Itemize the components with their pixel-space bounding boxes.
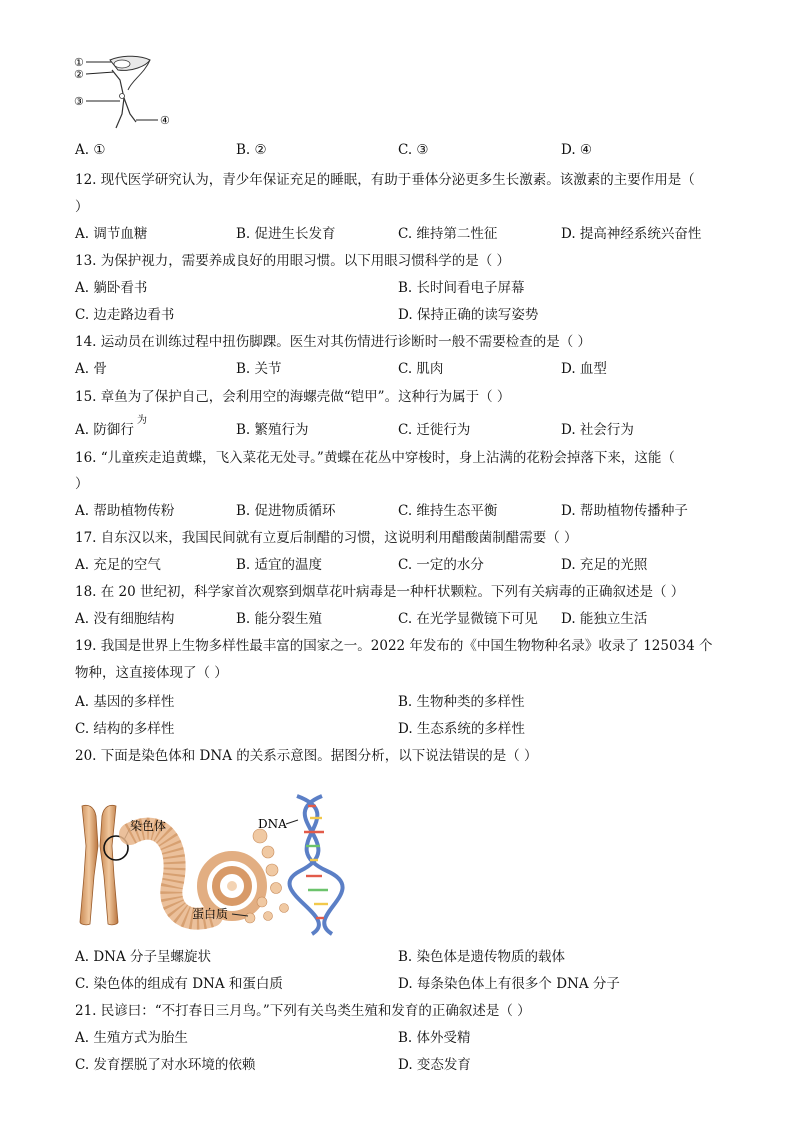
q19-option-c[interactable]: C. 结构的多样性 (75, 721, 175, 737)
q19-stem-line2: 物种，这直接体现了（ ） (75, 665, 228, 681)
q17-option-d[interactable]: D. 充足的光照 (561, 557, 648, 573)
q16-option-c[interactable]: C. 维持生态平衡 (398, 503, 498, 519)
q12-option-a[interactable]: A. 调节血糖 (75, 226, 148, 242)
chromosome-label: 染色体 (130, 819, 167, 833)
q11-option-b[interactable]: B. ② (236, 142, 267, 158)
q14-option-c[interactable]: C. 肌肉 (398, 361, 444, 377)
q14-option-b[interactable]: B. 关节 (236, 361, 282, 377)
q19-option-b[interactable]: B. 生物种类的多样性 (398, 694, 525, 710)
dna-label: DNA (258, 817, 287, 831)
q13-option-d[interactable]: D. 保持正确的读写姿势 (398, 307, 539, 323)
q19-option-d[interactable]: D. 生态系统的多样性 (398, 721, 525, 737)
q17-stem: 17. 自东汉以来，我国民间就有立夏后制醋的习惯，这说明利用醋酸菌制醋需要（ ） (75, 530, 578, 546)
q15-option-b[interactable]: B. 繁殖行为 (236, 422, 309, 438)
q21-option-b[interactable]: B. 体外受精 (398, 1030, 471, 1046)
q20-option-b[interactable]: B. 染色体是遗传物质的载体 (398, 949, 566, 965)
q12-option-c[interactable]: C. 维持第二性征 (398, 226, 498, 242)
q11-option-d[interactable]: D. ④ (561, 142, 593, 158)
q14-option-d[interactable]: D. 血型 (561, 361, 607, 377)
q12-option-b[interactable]: B. 促进生长发育 (236, 226, 336, 242)
q13-option-c[interactable]: C. 边走路边看书 (75, 307, 175, 323)
nerve-structure-figure (72, 50, 182, 132)
q16-option-a[interactable]: A. 帮助植物传粉 (75, 503, 175, 519)
q21-stem: 21. 民谚曰：“不打春日三月鸟。”下列有关鸟类生殖和发育的正确叙述是（ ） (75, 1003, 531, 1019)
q17-option-c[interactable]: C. 一定的水分 (398, 557, 484, 573)
q16-option-d[interactable]: D. 帮助植物传播种子 (561, 503, 688, 519)
q20-option-d[interactable]: D. 每条染色体上有很多个 DNA 分子 (398, 976, 620, 992)
q15-option-c[interactable]: C. 迁徙行为 (398, 422, 471, 438)
label-3: ③ (74, 95, 84, 108)
q20-option-a[interactable]: A. DNA 分子呈螺旋状 (75, 949, 212, 965)
q16-option-b[interactable]: B. 促进物质循环 (236, 503, 336, 519)
q18-option-d[interactable]: D. 能独立生活 (561, 611, 648, 627)
q21-option-a[interactable]: A. 生殖方式为胎生 (75, 1030, 188, 1046)
q21-option-d[interactable]: D. 变态发育 (398, 1057, 471, 1073)
q18-option-b[interactable]: B. 能分裂生殖 (236, 611, 323, 627)
q12-option-d[interactable]: D. 提高神经系统兴奋性 (561, 226, 702, 242)
q16-stem-line1: 16. “儿童疾走追黄蝶，飞入菜花无处寻。”黄蝶在花丛中穿梭时，身上沾满的花粉会掉落下来，这能（ (75, 450, 675, 466)
q13-option-a[interactable]: A. 躺卧看书 (75, 280, 148, 296)
q12-stem-line1: 12. 现代医学研究认为，青少年保证充足的睡眠，有助于垂体分泌更多生长激素。该激素的主要作用是（ (75, 172, 695, 188)
q20-option-c[interactable]: C. 染色体的组成有 DNA 和蛋白质 (75, 976, 283, 992)
q13-option-b[interactable]: B. 长时间看电子屏幕 (398, 280, 525, 296)
chromosome-dna-figure (72, 776, 372, 936)
label-2: ② (74, 68, 84, 81)
q19-stem-line1: 19. 我国是世界上生物多样性最丰富的国家之一。2022 年发布的《中国生物物种名录》收录了 125034 个 (75, 638, 713, 654)
q20-stem: 20. 下面是染色体和 DNA 的关系示意图。据图分析，以下说法错误的是（ ） (75, 748, 538, 764)
q18-option-c[interactable]: C. 在光学显微镜下可见 (398, 611, 538, 627)
label-1: ① (74, 56, 84, 69)
q19-option-a[interactable]: A. 基因的多样性 (75, 694, 175, 710)
q18-stem: 18. 在 20 世纪初，科学家首次观察到烟草花叶病毒是一种杆状颗粒。下列有关病毒的正确叙述是（ ） (75, 584, 685, 600)
q17-option-b[interactable]: B. 适宜的温度 (236, 557, 323, 573)
q18-option-a[interactable]: A. 没有细胞结构 (75, 611, 175, 627)
q17-option-a[interactable]: A. 充足的空气 (75, 557, 161, 573)
q14-option-a[interactable]: A. 骨 (75, 361, 107, 377)
label-4: ④ (160, 114, 170, 127)
q15-option-a-super: 为 (137, 415, 147, 426)
q11-option-c[interactable]: C. ③ (398, 142, 429, 158)
q16-stem-line2: ） (75, 476, 89, 492)
q13-stem: 13. 为保护视力，需要养成良好的用眼习惯。以下用眼习惯科学的是（ ） (75, 253, 511, 269)
protein-label: 蛋白质 (192, 907, 229, 921)
q15-option-d[interactable]: D. 社会行为 (561, 422, 634, 438)
q14-stem: 14. 运动员在训练过程中扭伤脚踝。医生对其伤情进行诊断时一般不需要检查的是（ ） (75, 334, 592, 350)
q12-stem-line2: ） (75, 199, 89, 215)
q21-option-c[interactable]: C. 发育摆脱了对水环境的依赖 (75, 1057, 256, 1073)
q11-option-a[interactable]: A. ① (75, 142, 106, 158)
q15-stem: 15. 章鱼为了保护自己，会利用空的海螺壳做“铠甲”。这种行为属于（ ） (75, 389, 511, 405)
q15-option-a[interactable]: A. 防御行 (75, 422, 134, 438)
